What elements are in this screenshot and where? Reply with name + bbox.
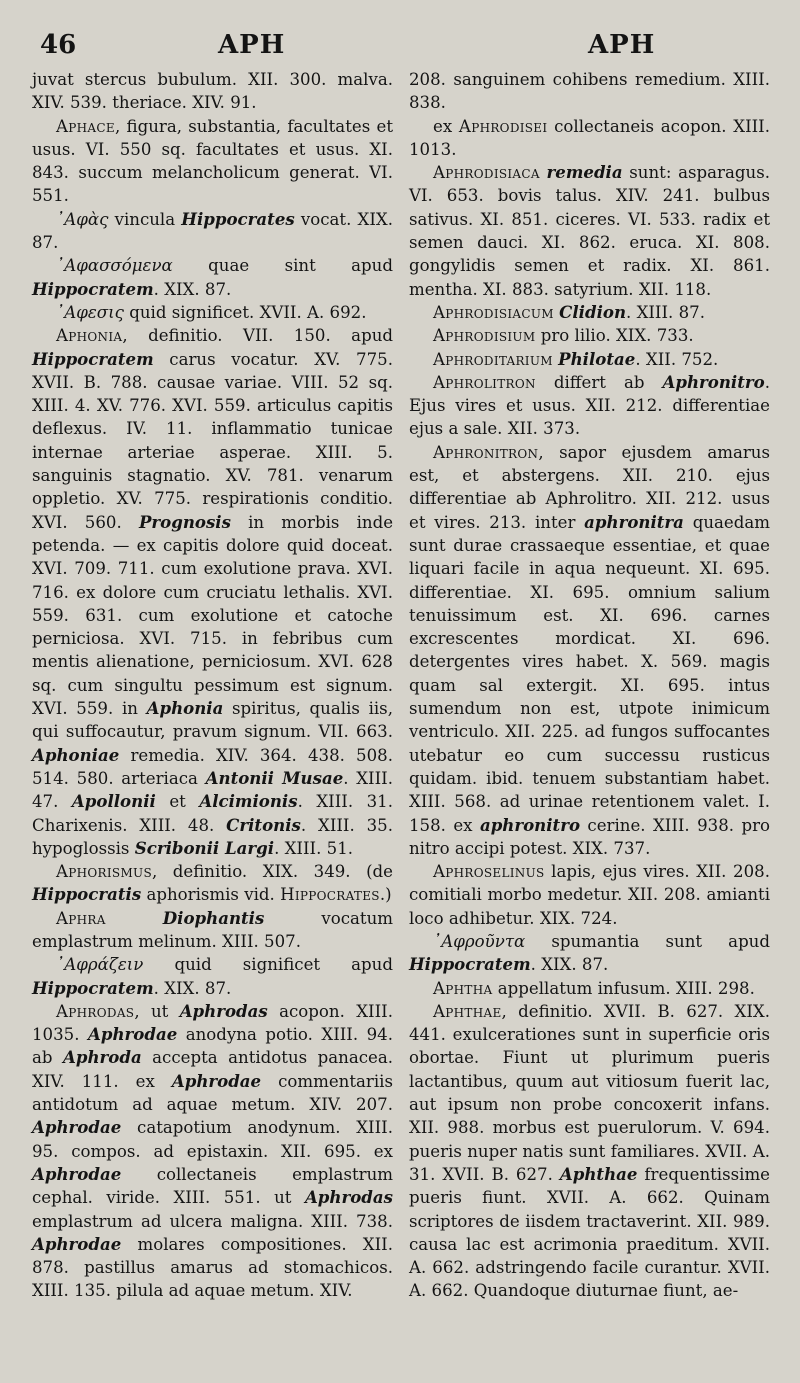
entry-greek-term: ᾽Αφροῦντα [433, 931, 526, 951]
entry-italic: aphronitra [584, 511, 684, 532]
entry-italic: Hippocratem [32, 977, 154, 998]
entry-headword: Aphra [56, 908, 106, 928]
entry-text: in morbis inde petenda. — ex capitis dolore quid doceat. XVI. 709. 711. cum exolutione prava. XVI. 716. ex dolore cum cruciatu lethalis. XVI. 559. 631. cum exolutione et catoche perniciosa. XVI. 715. in febribus cum mentis alienatione, perniciosum. XVI. 628 sq. cum singultu pessimum est signum. XVI. 559. in [32, 512, 394, 719]
entry-headword: Aphrodas [56, 1001, 135, 1021]
index-entry [409, 301, 770, 324]
entry-text: differt ab [535, 372, 663, 392]
entry-italic: Aphrodae [171, 1070, 262, 1091]
entry-text: lapis, ejus vires. XII. 208. comitiali morbo medetur. XII. 208. amianti loco adhibetur. XIX. 724. [409, 862, 770, 928]
entry-italic: Aphrodae [32, 1233, 122, 1254]
entry-italic: Aphrodae [87, 1024, 178, 1045]
entry-headword: Hippocrates [280, 885, 380, 905]
entry-italic: aphronitro [479, 814, 581, 835]
entry-headword: Aphroselinus [433, 862, 545, 882]
entry-headword: Aphrodisium [433, 326, 536, 346]
running-header [32, 22, 770, 68]
entry-text: anodyna potio. XIII. 94. ab [32, 1025, 393, 1068]
index-entry [409, 930, 770, 977]
entry-headword: Aphorismus [56, 862, 152, 882]
entry-text: spiritus, qualis iis, qui suffocautur, pravum signum. VII. 663. [32, 699, 393, 742]
entry-headword: Aphrodisei [458, 116, 548, 136]
entry-italic: Alcimionis [199, 791, 298, 812]
entry-text: molares compositiones. XII. 878. pastillus amarus ad stomachicos. XIII. 135. pilula ad aquae metum. XIV. [32, 1234, 393, 1301]
entry-text: frequentissime pueris fiunt. XVII. A. 662. Quinam scriptores de iisdem tractaverint. XII. 989. causa lac est acrimonia praeditum. XVII. A. 662. adstringendo facile curantur. XVII. A. 662. Quandoque diuturnae fiunt, ae- [409, 1164, 770, 1301]
entry-text: collectaneis acopon. XIII. 1013. [409, 116, 771, 159]
entry-italic: Philotae [558, 348, 636, 369]
entry-italic: Apollonii [71, 791, 156, 812]
entry-text: spumantia sunt apud [525, 931, 770, 951]
index-entry [32, 860, 393, 907]
index-entry [409, 68, 770, 115]
entry-headword: Aphroditarium [433, 349, 553, 369]
entry-italic: Aphoniae [32, 744, 120, 765]
entry-text: et [155, 792, 200, 812]
index-entry [409, 348, 770, 371]
index-entry [32, 208, 393, 255]
entry-text: acopon. XIII. 1035. [32, 1001, 393, 1045]
entry-text: commentariis antidotum ad aquae metum. XIV. 207. [32, 1071, 393, 1115]
entry-text: vincula [108, 209, 182, 229]
entry-italic: Aphrodae [32, 1117, 122, 1138]
entry-italic: Aphronitro [662, 371, 765, 392]
index-entry [409, 115, 770, 162]
entry-headword: Aphthae [433, 1001, 502, 1021]
entry-italic: Aphrodae [32, 1163, 122, 1184]
entry-text: emplastrum ad ulcera maligna. XIII. 738. [32, 1211, 393, 1231]
entry-text: sunt: asparagus. VI. 653. bovis talus. XIV. 241. bulbus sativus. XI. 851. ciceres. VI. 533. radix et semen dauci. XI. 862. eruca. XI. 808. gongylidis semen et radix. XI. 861. mentha. XI. 883. satyrium. XII. 118. [409, 163, 770, 299]
entry-headword: Aphace [56, 116, 115, 136]
entry-headword: Aphrolitron [433, 372, 536, 392]
entry-text: 208. sanguinem cohibens remedium. XIII. 838. [409, 70, 770, 113]
entry-text: quae sint apud [172, 256, 393, 276]
entry-greek-term: ᾽Αφράζειν [56, 955, 144, 975]
entry-text: , ut [134, 1001, 180, 1021]
entry-text: remedia. XIV. 364. 438. 508. 514. 580. arteriaca [32, 745, 393, 788]
right-headword: APH [588, 30, 656, 60]
index-entry [409, 161, 770, 301]
index-entry [32, 953, 393, 1000]
entry-italic: Scribonii Largi [134, 837, 275, 858]
entry-text: , definitio. XIX. 349. (de [151, 862, 393, 882]
index-entry [32, 907, 393, 954]
entry-headword: Aphonia [56, 326, 123, 346]
entry-text: . XII. 752. [635, 349, 719, 369]
index-entry [32, 301, 393, 324]
index-entry [32, 68, 393, 115]
entry-greek-term: ᾽Αφὰς [56, 209, 109, 229]
index-entry [32, 115, 393, 208]
index-entry [409, 1000, 770, 1303]
entry-text: catapotium anodynum. XIII. 95. compos. ad epistaxin. XII. 695. ex [32, 1118, 393, 1161]
entry-text: . XIII. 47. [32, 768, 393, 812]
entry-text: , definitio. VII. 150. apud [122, 326, 393, 346]
entry-text: aphorismis vid. [141, 885, 281, 905]
entry-italic: Hippocratem [32, 348, 154, 369]
entry-text: . Ejus vires et usus. XII. 212. differentiae ejus a sale. XII. 373. [409, 372, 770, 439]
entry-text: quaedam sunt durae crassaeque essentiae, et quae liquari facile in aqua nequeunt. XI. 695. differentiae. XI. 695. omnium salium tenuissimum est. XI. 696. carnes excrescentes mordicat. XI. 696. detergentes vires habet. X. 569. magis quam sal extergit. XI. 695. intus sumendum non est, utpote inimicum ventriculo. XII. 225. ad fungos suffocantes utebatur eo cum successu rusticus quidam. ibid. tenuem substantiam habet. XIII. 568. ad urinae retentionem valet. I. 158. ex [409, 512, 770, 835]
entry-italic: Hippocratis [32, 884, 142, 905]
entry-text: , figura, substantia, facultates et usus. VI. 550 sq. facultates et usus. XI. 843. succum melancholicum generat. VI. 551. [32, 116, 393, 206]
entry-text: quid significet. XVII. A. 692. [123, 302, 367, 322]
entry-text: vocat. XIX. 87. [32, 209, 393, 253]
entry-text: . XIX. 87. [153, 978, 232, 998]
entry-text: . XIX. 87. [153, 279, 232, 299]
entry-italic: remedia [546, 162, 623, 183]
entry-text: quid significet apud [143, 955, 393, 975]
index-entry [409, 324, 770, 347]
entry-text: cerine. XIII. 938. pro nitro accipi potest. XIX. 737. [409, 815, 770, 858]
index-entry [409, 371, 770, 441]
entry-italic: Diophantis [162, 907, 265, 928]
entry-text: appellatum infusum. XIII. 298. [492, 978, 755, 998]
right-column [409, 68, 770, 1303]
entry-text [106, 909, 163, 928]
entry-italic: Hippocratem [409, 954, 531, 975]
entry-greek-term: ᾽Αφασσόμενα [56, 256, 173, 276]
index-entry [32, 324, 393, 860]
entry-text: juvat stercus bubulum. XII. 300. malva. XIV. 539. theriace. XIV. 91. [32, 70, 393, 113]
index-entry [32, 1000, 393, 1303]
entry-italic: Prognosis [138, 511, 231, 532]
entry-headword: Aphrodisiacum [433, 302, 554, 322]
page-number: 46 [40, 30, 77, 60]
entry-text [540, 163, 547, 182]
left-column [32, 68, 393, 1303]
entry-italic: Aphthae [559, 1163, 638, 1184]
left-headword: APH [218, 30, 286, 60]
entry-italic: Aphonia [146, 698, 224, 719]
entry-headword: Aphrodisiaca [433, 163, 540, 183]
entry-text: , definitio. XVII. B. 627. XIX. 441. exulcerationes sunt in superficie oris obortae. Fiunt ut plurimum pueris lactantibus, quum aut vitiosum fuerit lac, aut ipsum non probe concoxerit infans. XII. 988. morbus est puerulorum. V. 694. pueris nuper natis sunt familiares. XVII. A. 31. XVII. B. 627. [409, 1001, 770, 1184]
entry-headword: Aphronitron [433, 442, 539, 462]
entry-italic: Hippocrates [181, 208, 295, 229]
entry-headword: Aphtha [433, 978, 493, 998]
entry-italic: Critonis [226, 814, 301, 835]
entry-text: ex [433, 116, 459, 136]
index-entry [32, 254, 393, 301]
entry-text: . XIII. 31. Charixenis. XIII. 48. [32, 792, 393, 835]
entry-italic: Clidion [559, 301, 627, 322]
entry-italic: Aphrodas [179, 1000, 268, 1021]
index-entry [409, 977, 770, 1000]
entry-text: collectaneis emplastrum cephal. viride. XIII. 551. ut [32, 1164, 393, 1208]
entry-text: , sapor ejusdem amarus est, et abstergens. XII. 210. ejus differentiae ab Aphrolitro. XII. 212. usus et vires. 213. inter [409, 442, 770, 532]
index-entry [409, 860, 770, 930]
entry-italic: Hippocratem [32, 278, 154, 299]
entry-text: pro lilio. XIX. 733. [535, 326, 694, 346]
entry-text: . XIII. 87. [626, 302, 705, 322]
entry-text: vocatum emplastrum melinum. XIII. 507. [32, 908, 393, 951]
entry-italic: Antonii Musae [205, 767, 344, 788]
entry-text: carus vocatur. XV. 775. XVII. B. 788. causae variae. VIII. 52 sq. XIII. 4. XV. 776. XVI. 559. articulus capitis deflexus. IV. 11. inflammatio tunicae internae arteriae asperae. XIII. 5. sanguinis stagnatio. XV. 781. venarum oppletio. XV. 775. respirationis conditio. XVI. 560. [32, 349, 393, 532]
two-column-body [32, 68, 770, 1303]
index-entry [409, 441, 770, 860]
entry-text: accepta antidotus panacea. XIV. 111. ex [32, 1048, 393, 1091]
entry-text: . XIX. 87. [530, 955, 609, 975]
entry-text: . XIII. 51. [274, 838, 354, 858]
entry-text: .) [379, 885, 392, 905]
entry-italic: Aphrodas [304, 1187, 393, 1208]
entry-text: . XIII. 35. hypoglossis [32, 815, 393, 858]
entry-greek-term: ᾽Αφεσις [56, 302, 124, 322]
entry-italic: Aphroda [62, 1047, 142, 1068]
